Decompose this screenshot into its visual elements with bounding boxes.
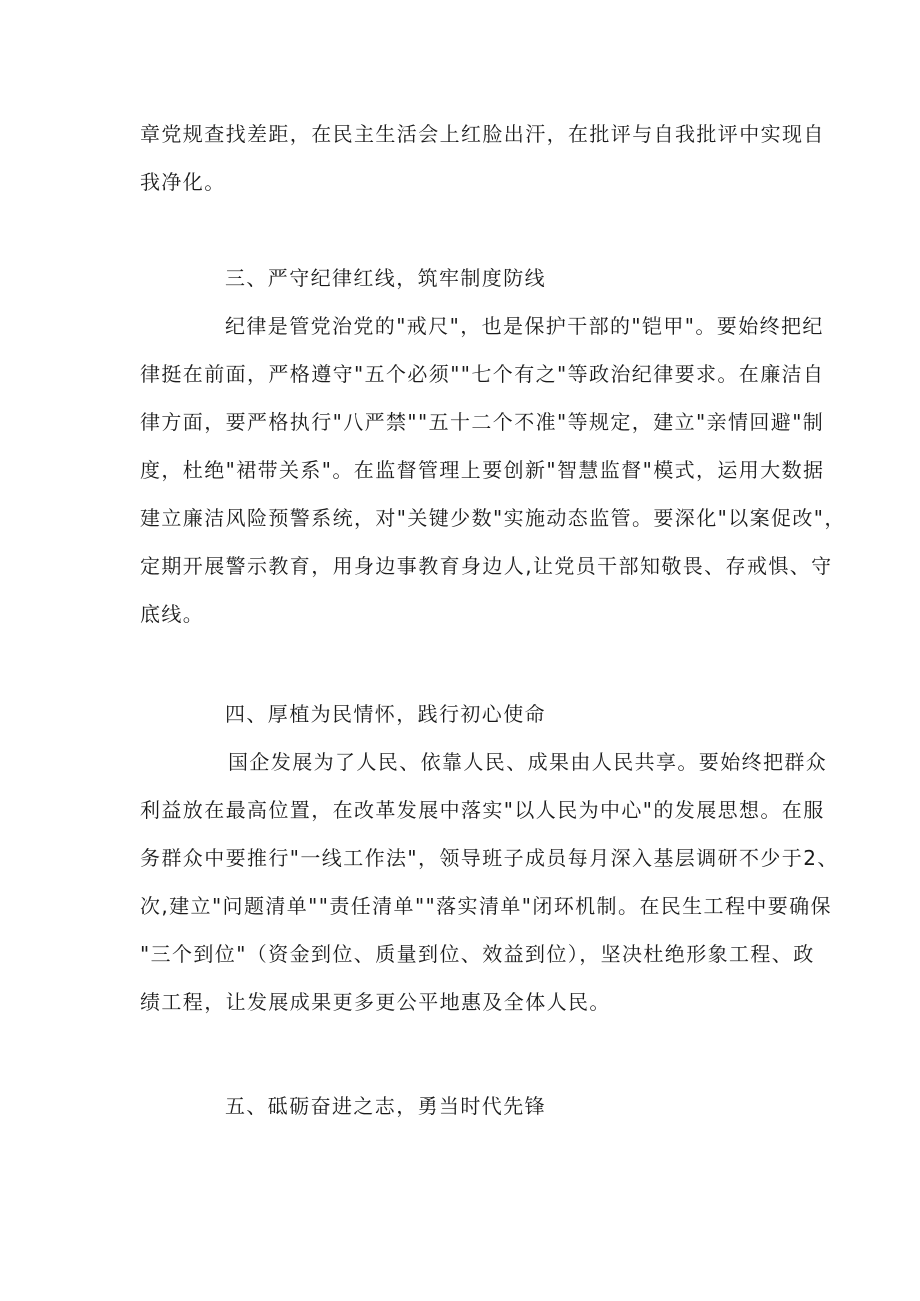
paragraph-line: 底线。 [140,602,205,626]
paragraph-line: 国企发展为了人民、依靠人民、成果由人民共享。要始终把群众 [228,750,828,774]
paragraph-line: 我净化。 [140,170,226,194]
paragraph-line: 律方面，要严格执行"八严禁""五十二个不准"等规定，建立"亲情回避"制 [140,410,825,434]
section-heading-4: 四、厚植为民情怀，践行初心使命 [225,702,546,726]
paragraph-line: "三个到位"（资金到位、质量到位、效益到位），坚决杜绝形象工程、政 [140,942,815,966]
paragraph-line: 建立廉洁风险预警系统，对"关键少数"实施动态监管。要深化"以案促改"， [140,506,846,530]
section-heading-5: 五、砥砺奋进之志，勇当时代先锋 [225,1094,546,1118]
paragraph-line: 定期开展警示教育，用身边事教育身边人,让党员干部知敬畏、存戒惧、守 [140,554,833,578]
paragraph-line: 纪律是管党治党的"戒尺"，也是保护干部的"铠甲"。要始终把纪 [225,314,824,338]
paragraph-line: 利益放在最高位置，在改革发展中落实"以人民为中心"的发展思想。在服 [140,798,825,822]
paragraph-line: 章党规查找差距，在民主生活会上红脸出汗，在批评与自我批评中实现自 [140,122,825,146]
paragraph-line: 务群众中要推行"一线工作法"，领导班子成员每月深入基层调研不少于2、 [140,846,839,870]
paragraph-line: 次,建立"问题清单""责任清单""落实清单"闭环机制。在民生工程中要确保 [140,894,832,918]
paragraph-line: 律挺在前面，严格遵守"五个必须""七个有之"等政治纪律要求。在廉洁自 [140,362,825,386]
section-heading-3: 三、严守纪律红线，筑牢制度防线 [225,266,546,290]
paragraph-line: 度，杜绝"裙带关系"。在监督管理上要创新"智慧监督"模式，运用大数据 [140,458,825,482]
paragraph-line: 绩工程，让发展成果更多更公平地惠及全体人民。 [140,990,611,1014]
